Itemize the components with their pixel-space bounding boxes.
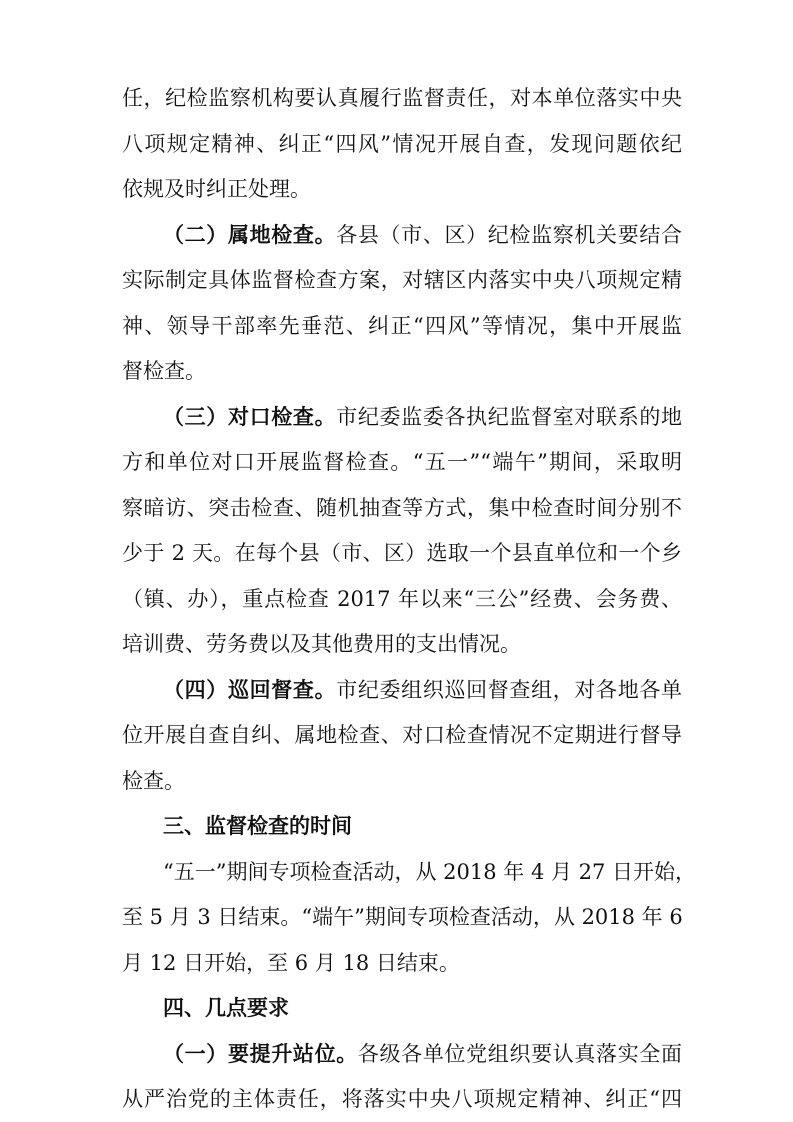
paragraph-line: 月 12 日开始，至 6 月 18 日结束。 <box>122 951 460 975</box>
paragraph-line: 依规及时纠正处理。 <box>122 177 311 201</box>
section-raise-standing: （一）要提升站位。各级各单位党组织要认真落实全面 <box>163 1042 683 1066</box>
section-counterpart-inspection: （三）对口检查。市纪委监委各执纪监督室对联系的地 <box>163 405 682 429</box>
section-heading-inline: （三）对口检查。 <box>163 405 337 429</box>
section-heading-time: 三、监督检查的时间 <box>163 814 352 838</box>
paragraph-line: 位开展自查自纠、属地检查、对口检查情况不定期进行督导 <box>122 723 682 747</box>
paragraph-line: 察暗访、突击检查、随机抽查等方式，集中检查时间分别不 <box>122 496 682 520</box>
paragraph-line: 神、领导干部率先垂范、纠正“四风”等情况，集中开展监 <box>122 314 682 338</box>
paragraph-line: 至 5 月 3 日结束。“端午”期间专项检查活动，从 2018 年 6 <box>122 905 683 929</box>
paragraph-line: 少于 2 天。在每个县（市、区）选取一个县直单位和一个乡 <box>122 541 682 565</box>
section-heading-inline: （二）属地检查。 <box>163 223 337 247</box>
paragraph-line: 从严治党的主体责任，将落实中央八项规定精神、纠正“四 <box>122 1087 682 1111</box>
section-local-inspection: （二）属地检查。各县（市、区）纪检监察机关要结合 <box>163 223 682 247</box>
section-heading-requirements: 四、几点要求 <box>163 996 289 1020</box>
paragraph-line: 方和单位对口开展监督检查。“五一”“端午”期间，采取明 <box>122 450 682 474</box>
paragraph-line: （镇、办），重点检查 2017 年以来“三公”经费、会务费、 <box>122 587 682 611</box>
paragraph-line: 八项规定精神、纠正“四风”情况开展自查，发现问题依纪 <box>122 132 682 156</box>
paragraph-line: 检查。 <box>122 769 185 793</box>
section-heading-inline: （四）巡回督查。 <box>163 678 337 702</box>
paragraph-line: 实际制定具体监督检查方案，对辖区内落实中央八项规定精 <box>122 268 682 292</box>
paragraph-line: “五一”期间专项检查活动，从 2018 年 4 月 27 日开始， <box>163 860 697 884</box>
paragraph-line: 培训费、劳务费以及其他费用的支出情况。 <box>122 632 521 656</box>
section-heading-inline: （一）要提升站位。 <box>163 1042 358 1066</box>
section-roving-inspection: （四）巡回督查。市纪委组织巡回督查组，对各地各单 <box>163 678 682 702</box>
paragraph-line: 督检查。 <box>122 359 206 383</box>
paragraph-line: 任，纪检监察机构要认真履行监督责任，对本单位落实中央 <box>122 86 682 110</box>
